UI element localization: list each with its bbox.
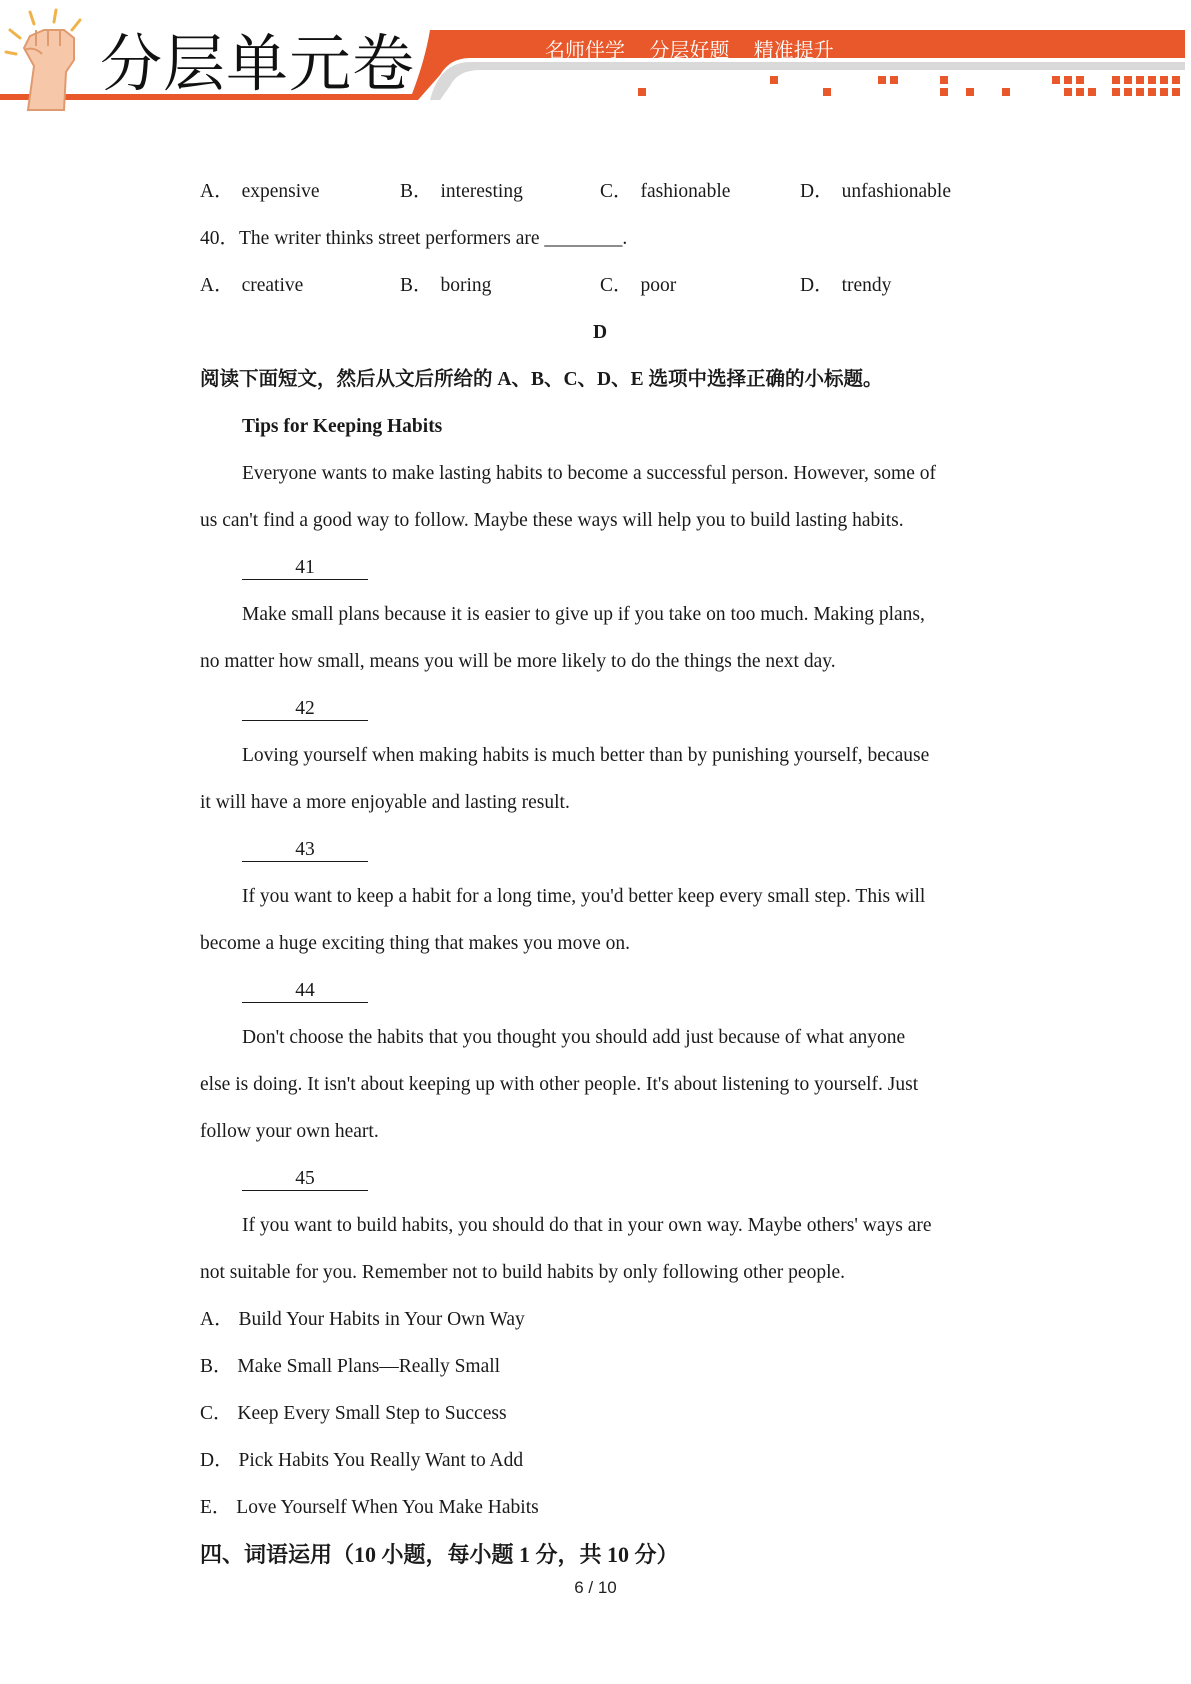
page-number: 6 / 10 [574,1578,617,1597]
section-label: D [592,322,608,343]
choice-text: Build Your Habits in Your Own Way [238,1309,525,1330]
paragraph-line: If you want to keep a habit for a long time, you'd better keep every small step. This will [242,886,926,907]
blank-number: 43 [242,839,368,862]
option [600,262,800,309]
paragraph-line: it will have a more enjoyable and lasting result. [200,792,570,813]
choice-letter: B． [200,1356,233,1377]
blank-number: 42 [242,698,368,721]
choice-letter: C． [200,1403,233,1424]
choice-text: Love Yourself When You Make Habits [236,1497,539,1518]
blank-number: 41 [242,557,368,580]
option-text: trendy [841,275,892,296]
option [400,262,600,309]
option [800,168,1000,215]
option-letter: A． [200,275,234,296]
choice-item [200,1296,1000,1343]
option-letter: B． [400,181,433,202]
paragraph-line: else is doing. It isn't about keeping up with other people. It's about listening to yourself. Just [200,1074,919,1095]
header-slogan [545,34,852,63]
option-text: interesting [440,181,523,202]
choice-text: Keep Every Small Step to Success [237,1403,507,1424]
paragraph-line: Everyone wants to make lasting habits to become a successful person. However, some of [242,463,936,484]
option-text: creative [241,275,304,296]
choice-letter: A． [200,1309,234,1330]
paragraph-line: If you want to build habits, you should do that in your own way. Maybe others' ways are [242,1215,932,1236]
slogan-item: 分层好题 [649,38,730,62]
option-letter: A． [200,181,234,202]
decorative-squares [638,76,1180,96]
blank-number: 45 [242,1168,368,1191]
paragraph-line: Make small plans because it is easier to give up if you take on too much. Making plans, [242,604,925,625]
choice-letter: D． [200,1450,234,1471]
page-content [200,168,1000,1578]
answer-blank [200,685,1000,732]
choice-text: Pick Habits You Really Want to Add [238,1450,524,1471]
option-letter: B． [400,275,433,296]
q40-stem: 40．The writer thinks street performers are ________. [200,228,628,249]
brand-title: 分层单元卷 [100,27,416,100]
q40-options [200,262,1000,309]
section-instruction: 阅读下面短文，然后从文后所给的 A、B、C、D、E 选项中选择正确的小标题。 [200,369,883,390]
choice-item [200,1343,1000,1390]
option [800,262,1000,309]
choice-text: Make Small Plans—Really Small [237,1356,501,1377]
paragraph-line: follow your own heart. [200,1121,379,1142]
option-text: boring [440,275,492,296]
paragraph-line: Don't choose the habits that you thought you should add just because of what anyone [242,1027,906,1048]
passage-title: Tips for Keeping Habits [242,416,443,437]
page-header [0,0,1191,130]
option-letter: D． [800,275,834,296]
option-text: fashionable [640,181,731,202]
option-letter: D． [800,181,834,202]
slogan-item: 名师伴学 [545,38,625,62]
heading-choices [200,1296,1000,1531]
choice-item [200,1437,1000,1484]
answer-blank [200,967,1000,1014]
choice-letter: E． [200,1497,232,1518]
option-text: poor [640,275,677,296]
answer-blank [200,1155,1000,1202]
section-four-title: 四、词语运用（10 小题，每小题 1 分，共 10 分） [200,1542,679,1567]
option-text: expensive [241,181,320,202]
choice-item [200,1390,1000,1437]
slogan-item: 精准提升 [753,38,834,62]
paragraph-line: no matter how small, means you will be more likely to do the things the next day. [200,651,836,672]
option [400,168,600,215]
paragraph-line: become a huge exciting thing that makes you move on. [200,933,630,954]
choice-item [200,1484,1000,1531]
option [200,262,400,309]
option [600,168,800,215]
option-text: unfashionable [841,181,951,202]
blank-number: 44 [242,980,368,1003]
answer-blank [200,544,1000,591]
option [200,168,400,215]
paragraph-line: Loving yourself when making habits is much better than by punishing yourself, because [242,745,930,766]
option-letter: C． [600,181,633,202]
answer-blank [200,826,1000,873]
option-letter: C． [600,275,633,296]
q39-options [200,168,1000,215]
paragraph-line: us can't find a good way to follow. Maybe these ways will help you to build lasting habits. [200,510,904,531]
paragraph-line: not suitable for you. Remember not to build habits by only following other people. [200,1262,846,1283]
